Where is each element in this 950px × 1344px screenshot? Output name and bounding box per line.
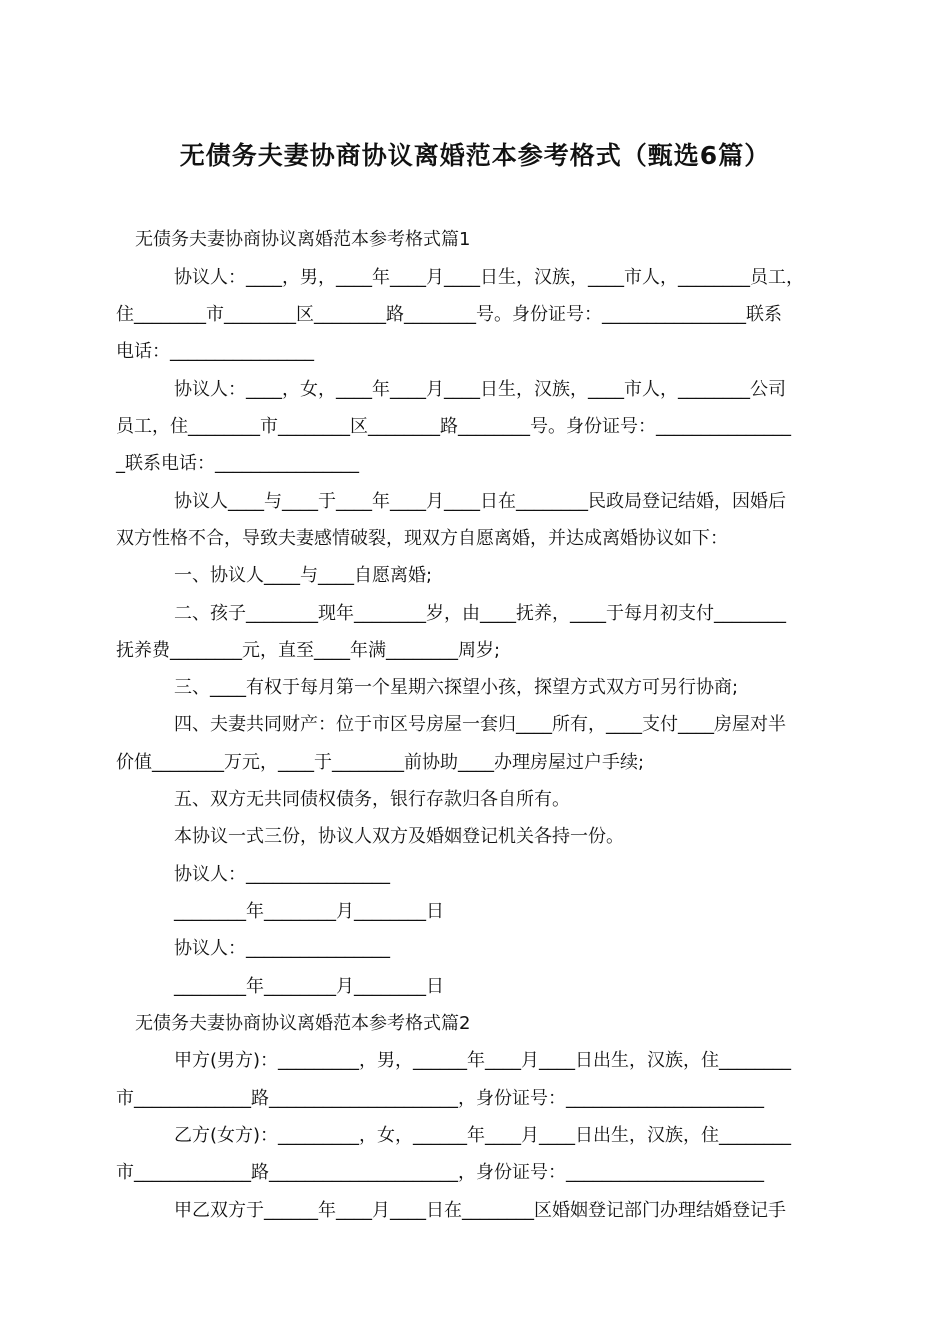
paragraph-line: 甲乙双方于______年____月____日在________区婚姻登记部门办理结婚登记手	[174, 1200, 786, 1221]
paragraph-line: 市_____________路_____________________，身份证号：______________________	[116, 1088, 764, 1109]
paragraph-line: _联系电话：________________	[116, 453, 359, 474]
paragraph-line: 协议人____与____于____年____月____日在________民政局登记结婚，因婚后	[174, 491, 786, 512]
clause-line: 四、夫妻共同财产：位于市区号房屋一套归____所有，____支付____房屋对半	[174, 714, 786, 735]
date-line: ________年________月________日	[174, 976, 444, 997]
paragraph-line: 住________市________区________路________号。身份证号：________________联系	[116, 304, 782, 325]
paragraph-line: 甲方(男方)：_________，男，______年____月____日出生，汉族，住________	[174, 1050, 792, 1071]
clause-line: 抚养费________元，直至____年满________周岁;	[116, 640, 501, 661]
paragraph-line: 协议人：____，女，____年____月____日生，汉族，____市人，________公司	[174, 379, 786, 400]
clause-line: 二、孩子________现年________岁，由____抚养，____于每月初支付________	[174, 603, 786, 624]
paragraph-line: 双方性格不合，导致夫妻感情破裂，现双方自愿离婚，并达成离婚协议如下：	[116, 528, 728, 549]
signature-line: 协议人：________________	[174, 864, 390, 885]
section-heading-1: 无债务夫妻协商协议离婚范本参考格式篇1	[135, 229, 471, 250]
clause-line: 本协议一式三份，协议人双方及婚姻登记机关各持一份。	[174, 826, 624, 847]
paragraph-line: 员工，住________市________区________路________号。身份证号：_______________	[116, 416, 791, 437]
signature-line: 协议人：________________	[174, 938, 390, 959]
paragraph-line: 电话：________________	[116, 341, 314, 362]
clause-line: 一、协议人____与____自愿离婚;	[174, 565, 433, 586]
clause-line: 五、双方无共同债权债务，银行存款归各自所有。	[174, 789, 570, 810]
clause-line: 价值________万元，____于________前协助____办理房屋过户手续;	[116, 752, 645, 773]
paragraph-line: 协议人：____，男，____年____月____日生，汉族，____市人，________员工，	[174, 267, 804, 288]
clause-line: 三、____有权于每月第一个星期六探望小孩，探望方式双方可另行协商;	[174, 677, 739, 698]
paragraph-line: 市_____________路_____________________，身份证号：______________________	[116, 1162, 764, 1183]
section-heading-2: 无债务夫妻协商协议离婚范本参考格式篇2	[135, 1013, 471, 1034]
paragraph-line: 乙方(女方)：_________，女，______年____月____日出生，汉族，住________	[174, 1125, 792, 1146]
date-line: ________年________月________日	[174, 901, 444, 922]
document-title: 无债务夫妻协商协议离婚范本参考格式（甄选6篇）	[179, 141, 771, 170]
